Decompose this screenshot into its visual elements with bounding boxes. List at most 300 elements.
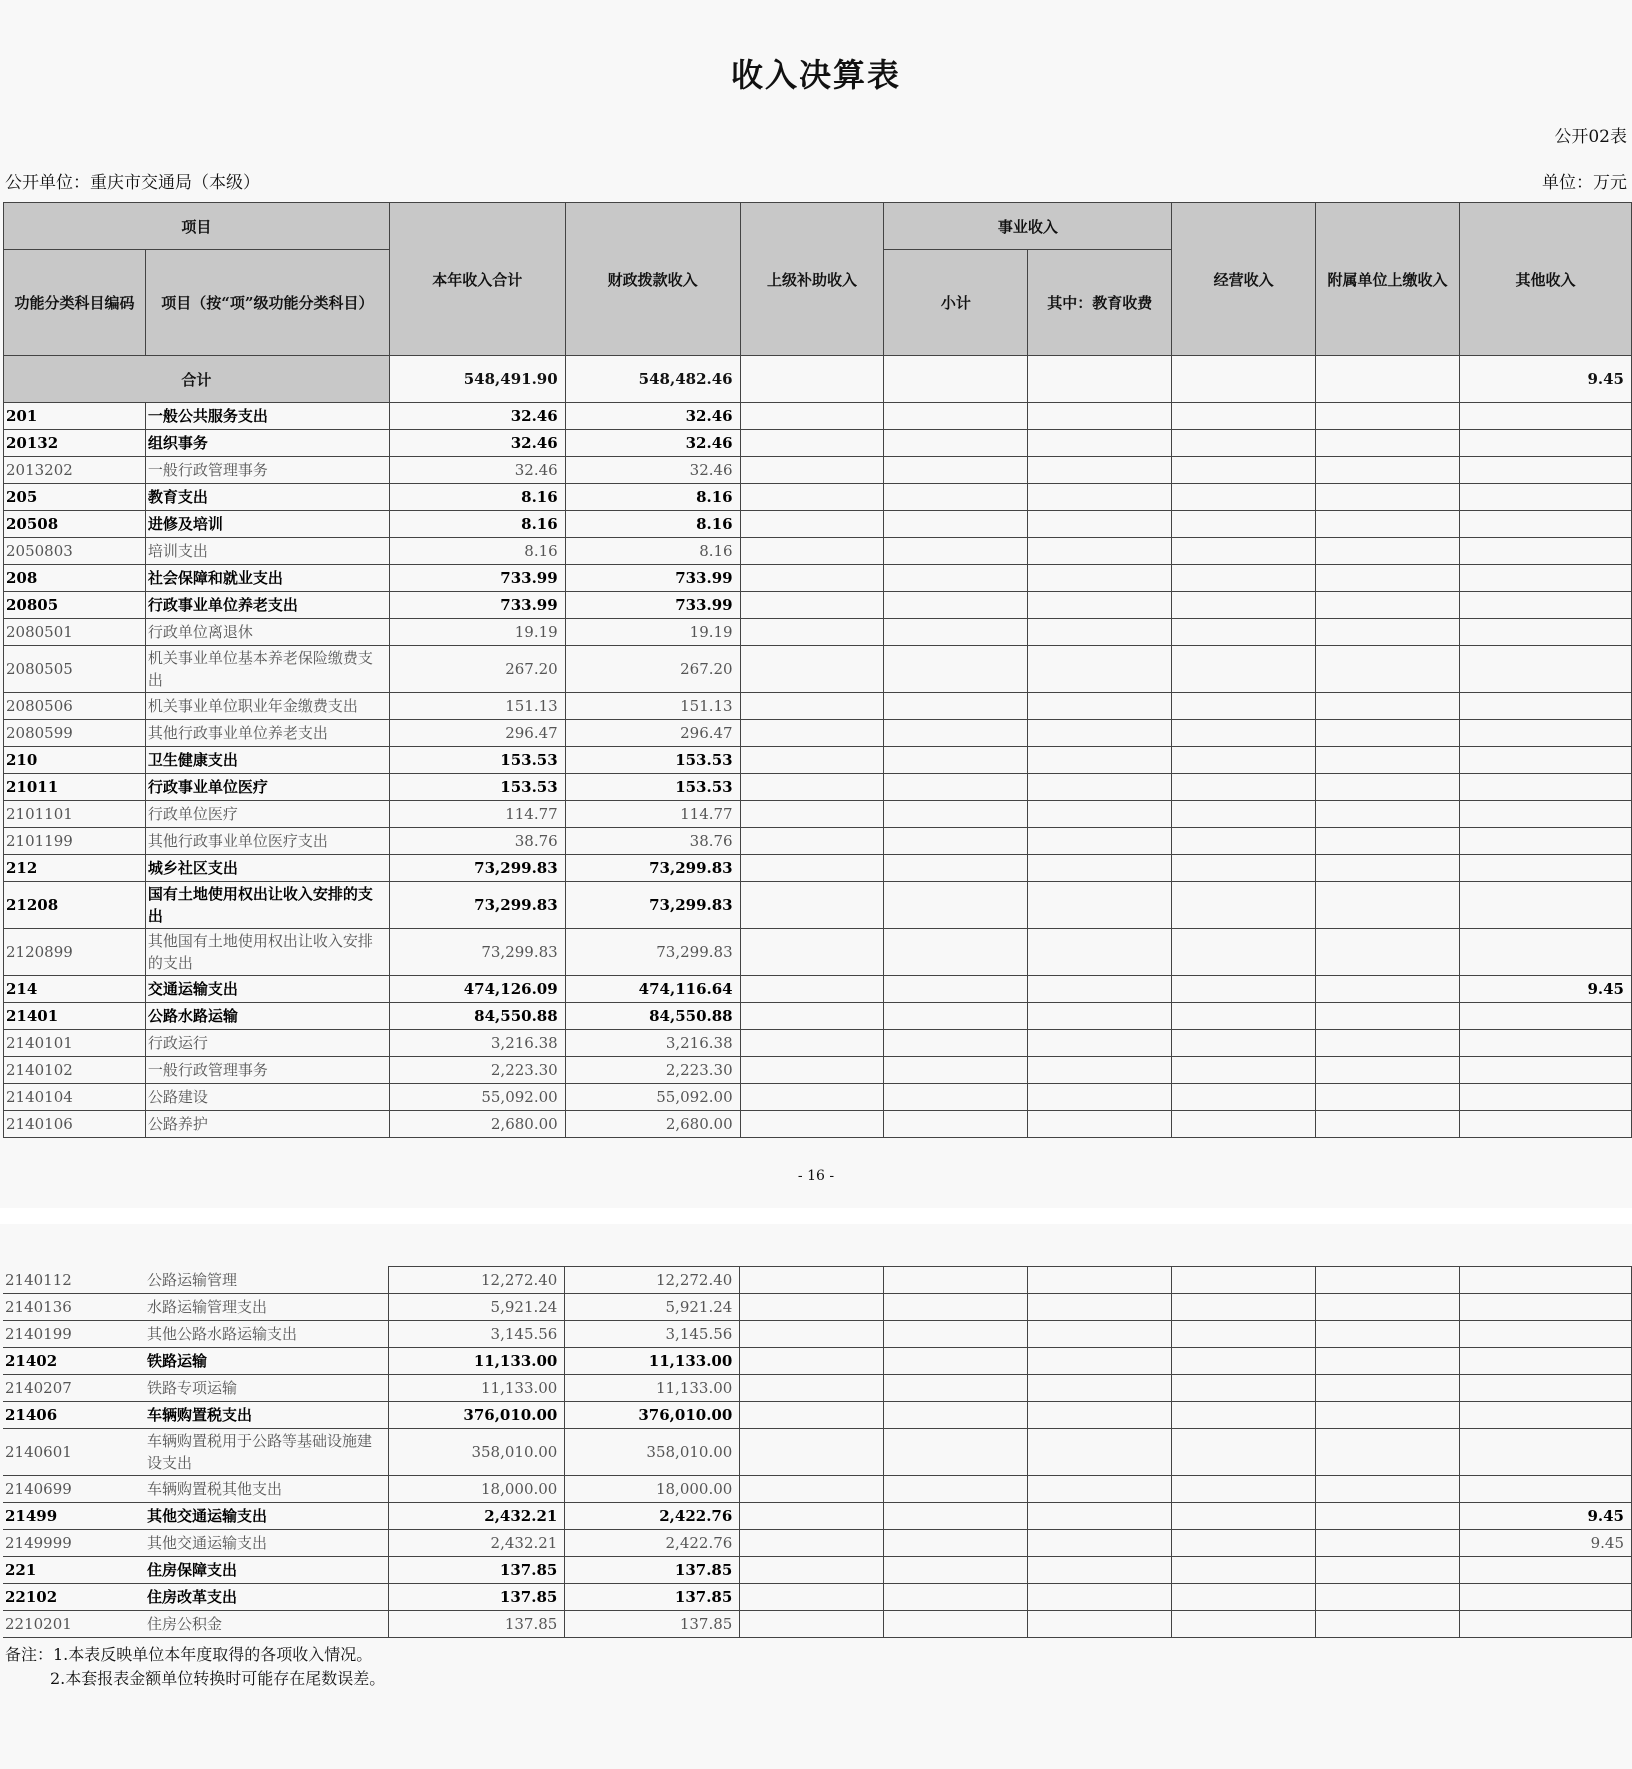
row-edu-fee	[1028, 1557, 1172, 1584]
row-superior	[740, 720, 884, 747]
row-superior	[740, 774, 884, 801]
row-fiscal: 73,299.83	[565, 929, 740, 976]
row-affiliated	[1316, 720, 1460, 747]
row-business-subtotal	[884, 1294, 1028, 1321]
row-fiscal: 153.53	[565, 774, 740, 801]
row-operating	[1172, 1476, 1316, 1503]
row-total-income: 151.13	[389, 693, 565, 720]
table-row	[4, 1057, 1632, 1084]
row-name: 国有土地使用权出让收入安排的支出	[145, 882, 389, 929]
row-name: 车辆购置税支出	[145, 1402, 389, 1429]
row-name: 车辆购置税用于公路等基础设施建设支出	[145, 1429, 389, 1476]
row-edu-fee	[1028, 1057, 1172, 1084]
row-total-income: 137.85	[389, 1557, 565, 1584]
row-business-subtotal	[884, 1267, 1028, 1294]
row-fiscal: 12,272.40	[565, 1267, 740, 1294]
row-business-subtotal	[884, 592, 1028, 619]
row-affiliated	[1316, 1503, 1460, 1530]
table-row	[3, 1321, 1632, 1348]
table-row	[3, 1294, 1632, 1321]
table-row	[3, 1503, 1632, 1530]
row-other	[1460, 1611, 1632, 1638]
row-other	[1460, 1057, 1632, 1084]
table-body-page1	[4, 403, 1632, 1138]
header-superior: 上级补助收入	[740, 203, 884, 356]
row-code: 22102	[3, 1584, 145, 1611]
total-other-value: 9.45	[1460, 356, 1632, 403]
row-affiliated	[1316, 1348, 1460, 1375]
row-name: 住房改革支出	[145, 1584, 389, 1611]
row-superior	[740, 1321, 884, 1348]
row-other: 9.45	[1460, 1503, 1632, 1530]
row-name: 组织事务	[145, 430, 389, 457]
table-row	[4, 929, 1632, 976]
row-superior	[740, 1294, 884, 1321]
table-row	[4, 646, 1632, 693]
row-edu-fee	[1028, 1267, 1172, 1294]
row-business-subtotal	[884, 1111, 1028, 1138]
row-fiscal: 733.99	[565, 565, 740, 592]
page-gap	[0, 1208, 1632, 1224]
row-operating	[1172, 1530, 1316, 1557]
row-code: 2101199	[4, 828, 146, 855]
row-edu-fee	[1028, 646, 1172, 693]
row-affiliated	[1316, 538, 1460, 565]
total-fiscal-value: 548,482.46	[565, 356, 740, 403]
row-affiliated	[1316, 1084, 1460, 1111]
row-total-income: 8.16	[389, 484, 565, 511]
row-affiliated	[1316, 430, 1460, 457]
row-superior	[740, 1530, 884, 1557]
row-edu-fee	[1028, 403, 1172, 430]
row-business-subtotal	[884, 1084, 1028, 1111]
row-name: 水路运输管理支出	[145, 1294, 389, 1321]
row-code: 2140699	[3, 1476, 145, 1503]
row-fiscal: 358,010.00	[565, 1429, 740, 1476]
row-superior	[740, 565, 884, 592]
row-total-income: 5,921.24	[389, 1294, 565, 1321]
row-name: 教育支出	[145, 484, 389, 511]
income-table-page1	[3, 202, 1632, 1138]
table-body-page2	[3, 1267, 1632, 1638]
row-code: 208	[4, 565, 146, 592]
row-superior	[740, 976, 884, 1003]
row-other	[1460, 828, 1632, 855]
money-unit: 单位：万元	[1542, 173, 1627, 193]
row-operating	[1172, 646, 1316, 693]
row-fiscal: 376,010.00	[565, 1402, 740, 1429]
row-fiscal: 84,550.88	[565, 1003, 740, 1030]
row-operating	[1172, 774, 1316, 801]
row-operating	[1172, 720, 1316, 747]
row-business-subtotal	[884, 1321, 1028, 1348]
row-total-income: 32.46	[389, 403, 565, 430]
row-superior	[740, 1111, 884, 1138]
table-row	[4, 774, 1632, 801]
row-code: 212	[4, 855, 146, 882]
row-superior	[740, 1003, 884, 1030]
row-operating	[1172, 882, 1316, 929]
row-total-income: 84,550.88	[389, 1003, 565, 1030]
row-superior	[740, 484, 884, 511]
row-affiliated	[1316, 1375, 1460, 1402]
row-affiliated	[1316, 1030, 1460, 1057]
row-name: 行政单位离退休	[145, 619, 389, 646]
table-row	[3, 1584, 1632, 1611]
header-project: 项目	[4, 203, 390, 250]
header-subtotal: 小计	[884, 250, 1028, 356]
table-row	[4, 801, 1632, 828]
row-fiscal: 11,133.00	[565, 1348, 740, 1375]
row-business-subtotal	[884, 646, 1028, 693]
row-other: 9.45	[1460, 1530, 1632, 1557]
row-edu-fee	[1028, 801, 1172, 828]
row-other	[1460, 929, 1632, 976]
row-business-subtotal	[884, 1611, 1028, 1638]
row-total-income: 153.53	[389, 747, 565, 774]
row-code: 2140136	[3, 1294, 145, 1321]
row-edu-fee	[1028, 457, 1172, 484]
header-fiscal: 财政拨款收入	[565, 203, 740, 356]
row-superior	[740, 1267, 884, 1294]
row-affiliated	[1316, 592, 1460, 619]
row-affiliated	[1316, 1429, 1460, 1476]
row-superior	[740, 457, 884, 484]
row-operating	[1172, 430, 1316, 457]
row-other	[1460, 1375, 1632, 1402]
row-operating	[1172, 565, 1316, 592]
row-superior	[740, 619, 884, 646]
row-operating	[1172, 1030, 1316, 1057]
row-total-income: 358,010.00	[389, 1429, 565, 1476]
row-total-income: 267.20	[389, 646, 565, 693]
row-other	[1460, 619, 1632, 646]
row-fiscal: 8.16	[565, 538, 740, 565]
row-affiliated	[1316, 1402, 1460, 1429]
row-name: 一般公共服务支出	[145, 403, 389, 430]
row-operating	[1172, 592, 1316, 619]
table-row	[3, 1530, 1632, 1557]
total-row	[4, 356, 1632, 403]
row-operating	[1172, 1402, 1316, 1429]
row-code: 2140104	[4, 1084, 146, 1111]
table-row	[3, 1611, 1632, 1638]
row-name: 行政事业单位医疗	[145, 774, 389, 801]
reporting-unit: 公开单位：重庆市交通局（本级）	[5, 173, 260, 193]
row-edu-fee	[1028, 1476, 1172, 1503]
row-total-income: 153.53	[389, 774, 565, 801]
row-operating	[1172, 693, 1316, 720]
table-row	[4, 747, 1632, 774]
row-fiscal: 137.85	[565, 1611, 740, 1638]
row-other	[1460, 1111, 1632, 1138]
row-superior	[740, 403, 884, 430]
row-business-subtotal	[884, 403, 1028, 430]
row-operating	[1172, 801, 1316, 828]
row-fiscal: 137.85	[565, 1557, 740, 1584]
row-affiliated	[1316, 1057, 1460, 1084]
row-fiscal: 73,299.83	[565, 882, 740, 929]
row-fiscal: 18,000.00	[565, 1476, 740, 1503]
row-business-subtotal	[884, 1429, 1028, 1476]
row-total-income: 55,092.00	[389, 1084, 565, 1111]
row-affiliated	[1316, 929, 1460, 976]
row-business-subtotal	[884, 828, 1028, 855]
row-affiliated	[1316, 1294, 1460, 1321]
row-name: 其他交通运输支出	[145, 1530, 389, 1557]
table-row	[4, 976, 1632, 1003]
row-code: 2050803	[4, 538, 146, 565]
row-superior	[740, 646, 884, 693]
row-total-income: 3,216.38	[389, 1030, 565, 1057]
table-row	[4, 619, 1632, 646]
row-total-income: 2,223.30	[389, 1057, 565, 1084]
table-row	[4, 511, 1632, 538]
row-code: 210	[4, 747, 146, 774]
row-edu-fee	[1028, 1584, 1172, 1611]
row-operating	[1172, 538, 1316, 565]
table-row	[4, 484, 1632, 511]
row-affiliated	[1316, 484, 1460, 511]
row-fiscal: 3,145.56	[565, 1321, 740, 1348]
row-business-subtotal	[884, 976, 1028, 1003]
row-superior	[740, 1348, 884, 1375]
row-edu-fee	[1028, 619, 1172, 646]
row-fiscal: 153.53	[565, 747, 740, 774]
row-business-subtotal	[884, 565, 1028, 592]
row-code: 21011	[4, 774, 146, 801]
row-edu-fee	[1028, 1111, 1172, 1138]
row-superior	[740, 592, 884, 619]
row-name: 进修及培训	[145, 511, 389, 538]
row-edu-fee	[1028, 1530, 1172, 1557]
row-business-subtotal	[884, 1476, 1028, 1503]
row-name: 一般行政管理事务	[145, 1057, 389, 1084]
row-superior	[740, 693, 884, 720]
row-name: 城乡社区支出	[145, 855, 389, 882]
row-operating	[1172, 1057, 1316, 1084]
row-operating	[1172, 747, 1316, 774]
row-total-income: 114.77	[389, 801, 565, 828]
row-edu-fee	[1028, 828, 1172, 855]
row-other	[1460, 592, 1632, 619]
row-fiscal: 267.20	[565, 646, 740, 693]
row-name: 行政单位医疗	[145, 801, 389, 828]
row-name: 卫生健康支出	[145, 747, 389, 774]
row-total-income: 733.99	[389, 565, 565, 592]
row-operating	[1172, 1084, 1316, 1111]
row-superior	[740, 747, 884, 774]
row-operating	[1172, 1348, 1316, 1375]
row-other	[1460, 1429, 1632, 1476]
row-operating	[1172, 1294, 1316, 1321]
row-other	[1460, 1557, 1632, 1584]
row-business-subtotal	[884, 1557, 1028, 1584]
row-total-income: 2,432.21	[389, 1530, 565, 1557]
row-edu-fee	[1028, 592, 1172, 619]
row-business-subtotal	[884, 720, 1028, 747]
table-row	[4, 538, 1632, 565]
row-fiscal: 2,422.76	[565, 1503, 740, 1530]
row-affiliated	[1316, 1530, 1460, 1557]
row-total-income: 8.16	[389, 511, 565, 538]
row-operating	[1172, 929, 1316, 976]
row-other	[1460, 1476, 1632, 1503]
row-superior	[740, 430, 884, 457]
row-fiscal: 8.16	[565, 511, 740, 538]
row-superior	[740, 1375, 884, 1402]
row-total-income: 73,299.83	[389, 882, 565, 929]
row-other	[1460, 457, 1632, 484]
row-edu-fee	[1028, 511, 1172, 538]
row-fiscal: 2,422.76	[565, 1530, 740, 1557]
row-superior	[740, 1584, 884, 1611]
row-fiscal: 32.46	[565, 403, 740, 430]
row-code: 2101101	[4, 801, 146, 828]
row-superior	[740, 1557, 884, 1584]
row-code: 201	[4, 403, 146, 430]
row-other	[1460, 693, 1632, 720]
row-total-income: 2,432.21	[389, 1503, 565, 1530]
form-number: 公开02表	[1554, 127, 1627, 147]
row-business-subtotal	[884, 511, 1028, 538]
row-total-income: 137.85	[389, 1611, 565, 1638]
row-operating	[1172, 1503, 1316, 1530]
table-row	[4, 855, 1632, 882]
row-other	[1460, 1584, 1632, 1611]
row-total-income: 73,299.83	[389, 855, 565, 882]
row-superior	[740, 1402, 884, 1429]
row-total-income: 733.99	[389, 592, 565, 619]
row-total-income: 11,133.00	[389, 1375, 565, 1402]
row-affiliated	[1316, 747, 1460, 774]
row-total-income: 8.16	[389, 538, 565, 565]
row-superior	[740, 538, 884, 565]
row-code: 2140601	[3, 1429, 145, 1476]
total-label: 合计	[4, 356, 390, 403]
row-name: 交通运输支出	[145, 976, 389, 1003]
row-business-subtotal	[884, 1057, 1028, 1084]
row-name: 其他行政事业单位养老支出	[145, 720, 389, 747]
row-total-income: 2,680.00	[389, 1111, 565, 1138]
row-name: 培训支出	[145, 538, 389, 565]
row-code: 20805	[4, 592, 146, 619]
row-name: 公路水路运输	[145, 1003, 389, 1030]
row-fiscal: 3,216.38	[565, 1030, 740, 1057]
row-total-income: 376,010.00	[389, 1402, 565, 1429]
row-superior	[740, 1057, 884, 1084]
row-other	[1460, 1003, 1632, 1030]
row-operating	[1172, 1003, 1316, 1030]
row-other	[1460, 484, 1632, 511]
table-row	[3, 1267, 1632, 1294]
row-other	[1460, 774, 1632, 801]
row-code: 214	[4, 976, 146, 1003]
row-affiliated	[1316, 828, 1460, 855]
row-total-income: 12,272.40	[389, 1267, 565, 1294]
row-total-income: 3,145.56	[389, 1321, 565, 1348]
row-code: 21208	[4, 882, 146, 929]
row-code: 2140199	[3, 1321, 145, 1348]
row-total-income: 296.47	[389, 720, 565, 747]
row-affiliated	[1316, 1476, 1460, 1503]
row-edu-fee	[1028, 1321, 1172, 1348]
row-other	[1460, 646, 1632, 693]
row-code: 21402	[3, 1348, 145, 1375]
row-business-subtotal	[884, 1584, 1028, 1611]
table-row	[4, 828, 1632, 855]
row-fiscal: 19.19	[565, 619, 740, 646]
row-other	[1460, 430, 1632, 457]
header-total-income: 本年收入合计	[389, 203, 565, 356]
row-total-income: 137.85	[389, 1584, 565, 1611]
row-superior	[740, 1429, 884, 1476]
table-row	[4, 1111, 1632, 1138]
row-superior	[740, 1503, 884, 1530]
remark-line-2: 2.本套报表金额单位转换时可能存在尾数误差。	[50, 1669, 386, 1688]
header-func-name: 项目（按“项”级功能分类科目）	[145, 250, 389, 356]
page-number: - 16 -	[797, 1168, 835, 1184]
row-affiliated	[1316, 882, 1460, 929]
row-other	[1460, 1321, 1632, 1348]
row-edu-fee	[1028, 976, 1172, 1003]
table-row	[3, 1402, 1632, 1429]
row-fiscal: 32.46	[565, 430, 740, 457]
row-edu-fee	[1028, 1084, 1172, 1111]
row-fiscal: 733.99	[565, 592, 740, 619]
row-affiliated	[1316, 619, 1460, 646]
row-code: 21499	[3, 1503, 145, 1530]
row-fiscal: 151.13	[565, 693, 740, 720]
row-affiliated	[1316, 457, 1460, 484]
row-fiscal: 73,299.83	[565, 855, 740, 882]
row-operating	[1172, 484, 1316, 511]
row-business-subtotal	[884, 1348, 1028, 1375]
row-operating	[1172, 1611, 1316, 1638]
row-fiscal: 114.77	[565, 801, 740, 828]
row-total-income: 474,126.09	[389, 976, 565, 1003]
row-operating	[1172, 457, 1316, 484]
row-edu-fee	[1028, 855, 1172, 882]
row-fiscal: 11,133.00	[565, 1375, 740, 1402]
row-edu-fee	[1028, 1402, 1172, 1429]
row-edu-fee	[1028, 484, 1172, 511]
row-name: 铁路运输	[145, 1348, 389, 1375]
header-business: 事业收入	[884, 203, 1172, 250]
row-total-income: 32.46	[389, 457, 565, 484]
row-other: 9.45	[1460, 976, 1632, 1003]
row-code: 2080505	[4, 646, 146, 693]
row-superior	[740, 882, 884, 929]
table-row	[4, 882, 1632, 929]
row-other	[1460, 1030, 1632, 1057]
row-code: 20508	[4, 511, 146, 538]
table-row	[4, 1084, 1632, 1111]
row-business-subtotal	[884, 855, 1028, 882]
header-operating: 经营收入	[1172, 203, 1316, 356]
row-edu-fee	[1028, 1030, 1172, 1057]
row-code: 2140106	[4, 1111, 146, 1138]
row-total-income: 38.76	[389, 828, 565, 855]
row-other	[1460, 1267, 1632, 1294]
row-fiscal: 2,680.00	[565, 1111, 740, 1138]
table-row	[3, 1557, 1632, 1584]
row-other	[1460, 720, 1632, 747]
row-other	[1460, 855, 1632, 882]
table-row	[4, 1003, 1632, 1030]
row-affiliated	[1316, 1611, 1460, 1638]
row-name: 机关事业单位基本养老保险缴费支出	[145, 646, 389, 693]
